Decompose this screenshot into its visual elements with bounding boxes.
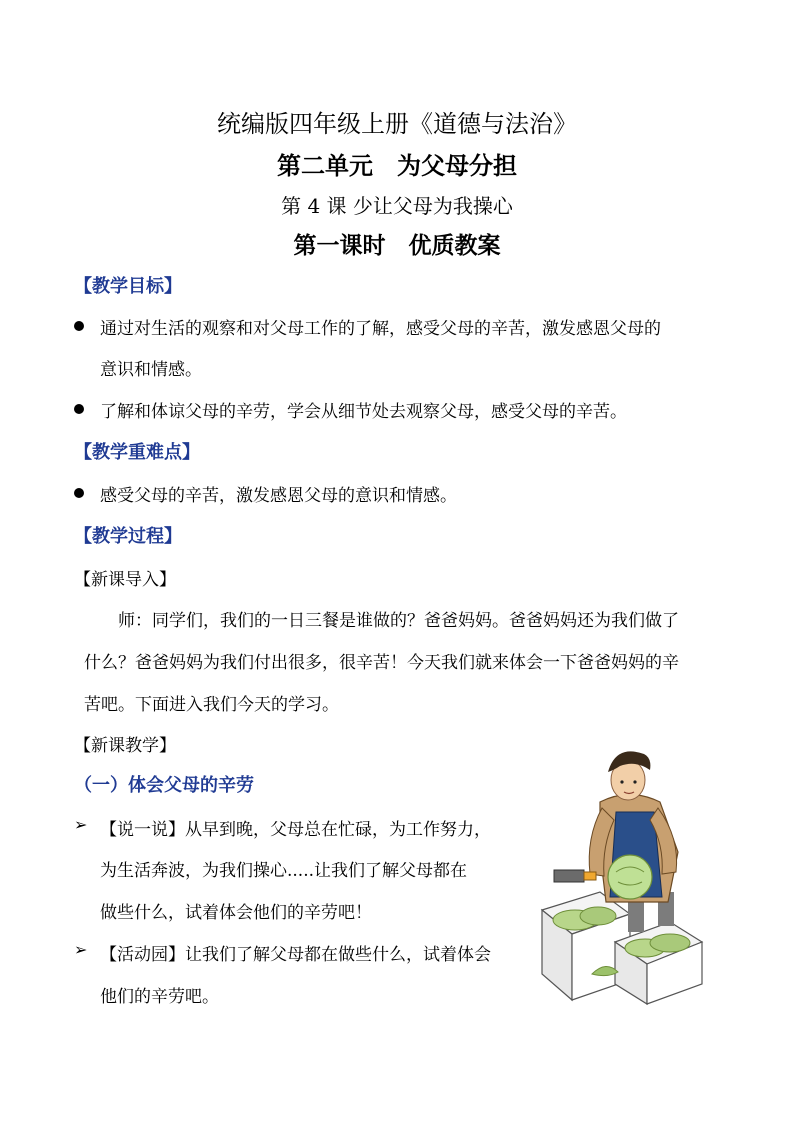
objectives-heading: 【教学目标】 [74,276,182,297]
objective-2: 了解和体谅父母的辛劳，学会从细节处去观察父母，感受父母的辛苦。 [100,402,627,422]
arrow-bullet-icon: ➢ [74,815,88,834]
doc-title: 统编版四年级上册《道德与法治》 [217,110,577,138]
bullet-dot [74,321,84,331]
bullet-dot [74,404,84,414]
process-heading: 【教学过程】 [74,526,182,547]
vendor-cabbage-illustration [540,742,705,1007]
intro-line1: 师：同学们，我们的一日三餐是谁做的？爸爸妈妈。爸爸妈妈还为我们做了 [118,611,679,631]
item1-line3: 做些什么，试着体会他们的辛劳吧！ [100,903,372,923]
objective-1-line1: 通过对生活的观察和对父母工作的了解，感受父母的辛苦，激发感恩父母的 [100,319,661,339]
arrow-bullet-icon: ➢ [74,940,88,959]
key-point-1: 感受父母的辛苦，激发感恩父母的意识和情感。 [100,486,457,506]
unit-title: 第二单元 为父母分担 [277,151,517,180]
lesson-title: 第 4 课 少让父母为我操心 [281,194,513,218]
section1-heading: （一）体会父母的辛劳 [74,775,254,796]
item2-line2: 他们的辛劳吧。 [100,987,219,1007]
item1-line1: 【说一说】从早到晚，父母总在忙碌，为工作努力， [100,820,491,840]
item1-line2: 为生活奔波，为我们操心.....让我们了解父母都在 [100,861,468,881]
item2-line1: 【活动园】让我们了解父母都在做些什么，试着体会 [100,945,491,965]
session-title: 第一课时 优质教案 [293,232,501,259]
key-points-heading: 【教学重难点】 [74,442,200,463]
intro-heading: 【新课导入】 [74,570,176,590]
intro-line2: 什么？爸爸妈妈为我们付出很多，很辛苦！今天我们就来体会一下爸爸妈妈的辛 [84,653,679,673]
intro-line3: 苦吧。下面进入我们今天的学习。 [84,695,339,715]
teach-heading: 【新课教学】 [74,736,176,756]
bullet-dot [74,488,84,498]
objective-1-line2: 意识和情感。 [100,360,202,380]
